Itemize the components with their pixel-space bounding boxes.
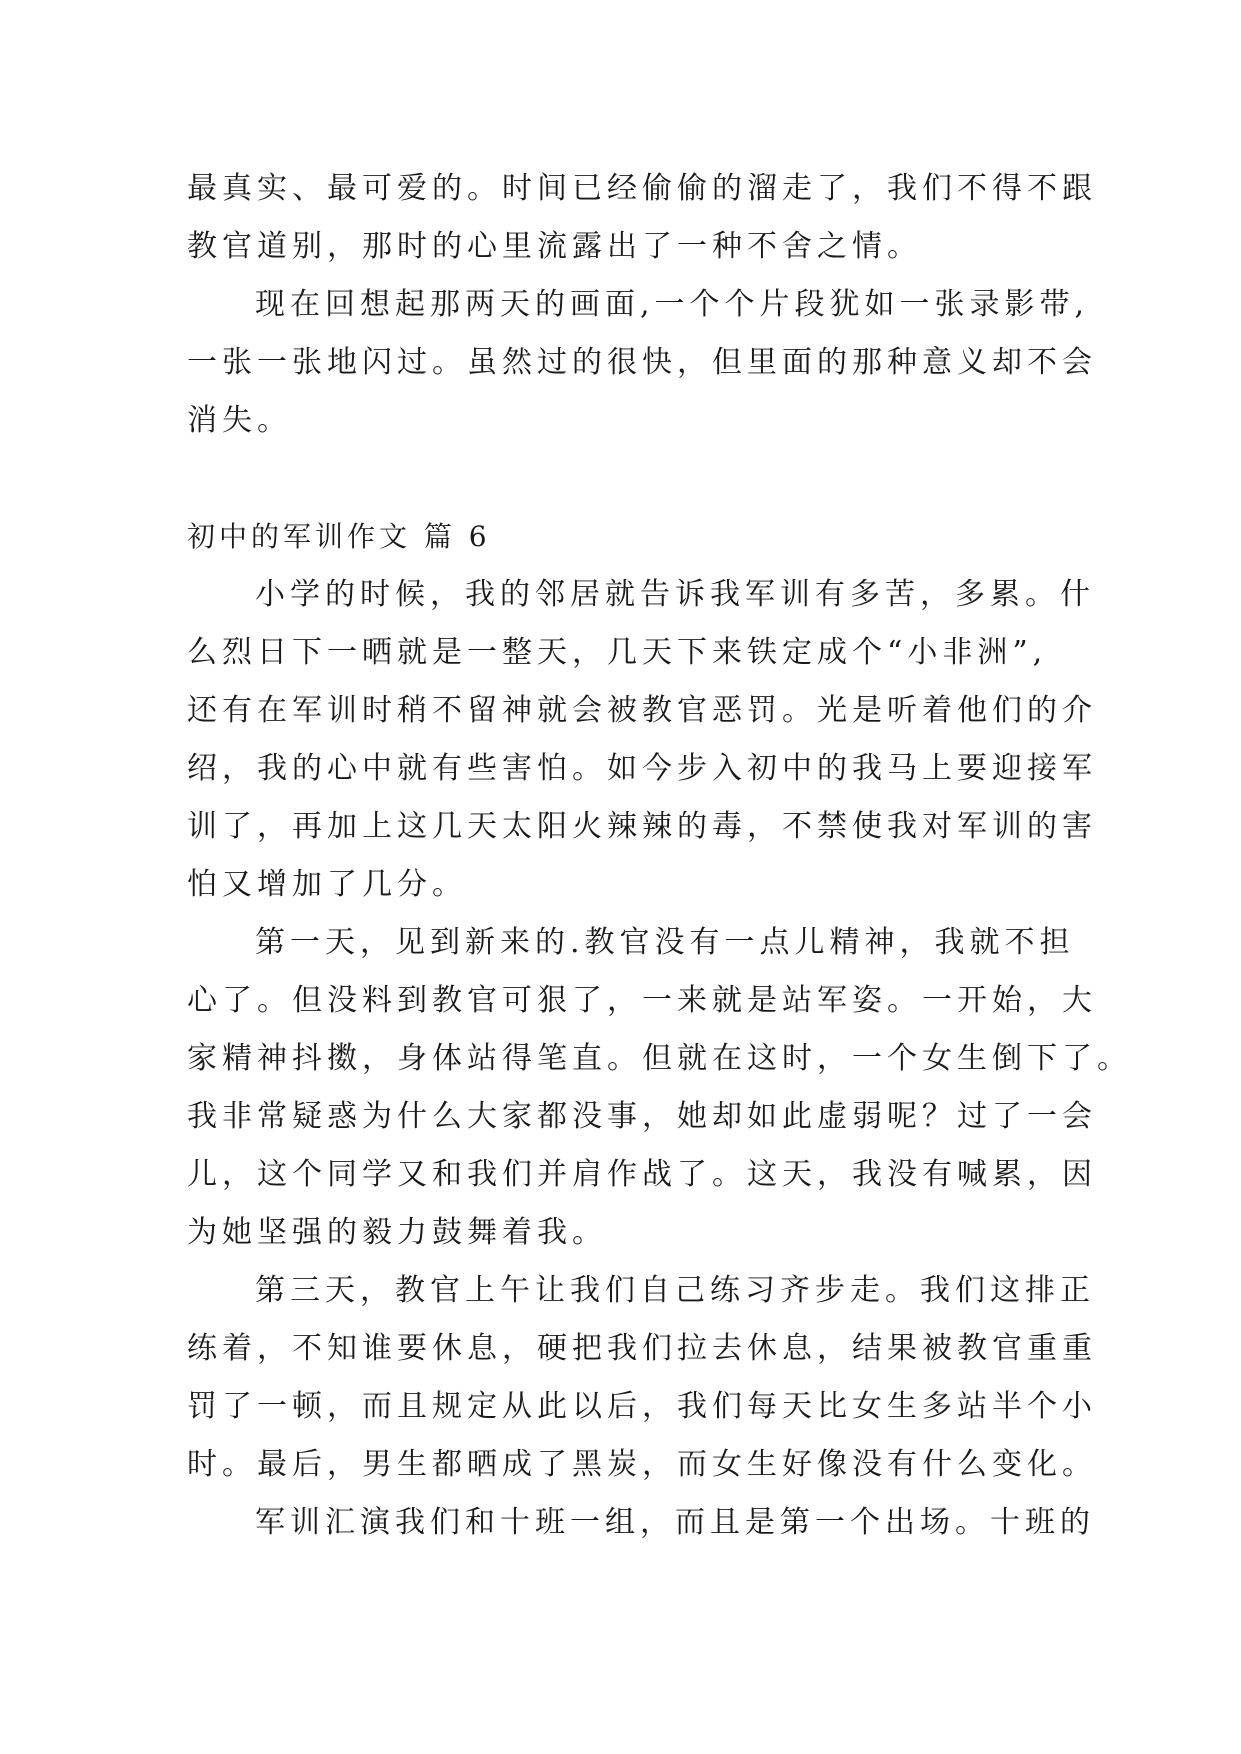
text-line: 时。最后，男生都晒成了黑炭，而女生好像没有什么变化。 [187,1447,1097,1482]
paragraph [187,914,1132,1262]
text-line: 一张一张地闪过。虽然过的很快，但里面的那种意义却不会 [187,345,1097,380]
text-line: 最真实、最可爱的。时间已经偷偷的溜走了，我们不得不跟 [187,171,1097,206]
text-line: 第一天，见到新来的.教官没有一点儿精神，我就不担 [255,925,1075,960]
paragraph [187,1262,1097,1494]
text-line: 绍，我的心中就有些害怕。如今步入初中的我马上要迎接军 [187,751,1097,786]
paragraph [187,566,1097,914]
paragraph [187,160,1097,276]
spacer [187,450,1067,508]
text-line: 怕又增加了几分。 [187,867,467,902]
paragraph [187,1494,1095,1552]
text-line: 还有在军训时稍不留神就会被教官恶罚。光是听着他们的介 [187,693,1097,728]
text-line: 心了。但没料到教官可狠了，一来就是站军姿。一开始，大 [187,983,1097,1018]
text-line: 军训汇演我们和十班一组，而且是第一个出场。十班的 [255,1505,1095,1540]
paragraph [187,276,1097,450]
text-line: 罚了一顿，而且规定从此以后，我们每天比女生多站半个小 [187,1389,1097,1424]
text-line: 消失。 [187,403,292,438]
text-line: 练着，不知谁要休息，硬把我们拉去休息，结果被教官重重 [187,1331,1097,1366]
text-line: 小学的时候，我的邻居就告诉我军训有多苦，多累。什 [255,577,1095,612]
text-line: 家精神抖擞，身体站得笔直。但就在这时，一个女生倒下了。 [187,1041,1132,1076]
text-line: 么烈日下一晒就是一整天，几天下来铁定成个“小非洲”, [187,635,1048,670]
text-line: 教官道别，那时的心里流露出了一种不舍之情。 [187,229,922,264]
text-line: 训了，再加上这几天太阳火辣辣的毒，不禁使我对军训的害 [187,809,1097,844]
text-line: 第三天，教官上午让我们自己练习齐步走。我们这排正 [255,1273,1095,1308]
text-line: 儿，这个同学又和我们并肩作战了。这天，我没有喊累，因 [187,1157,1097,1192]
text-line: 我非常疑惑为什么大家都没事，她却如此虚弱呢？过了一会 [187,1099,1097,1134]
document-page [187,160,1132,1552]
text-line: 现在回想起那两天的画面,一个个片段犹如一张录影带, [255,287,1090,322]
section-title: 初中的军训作文 篇 6 [187,520,491,553]
text-line: 为她坚强的毅力鼓舞着我。 [187,1215,607,1250]
